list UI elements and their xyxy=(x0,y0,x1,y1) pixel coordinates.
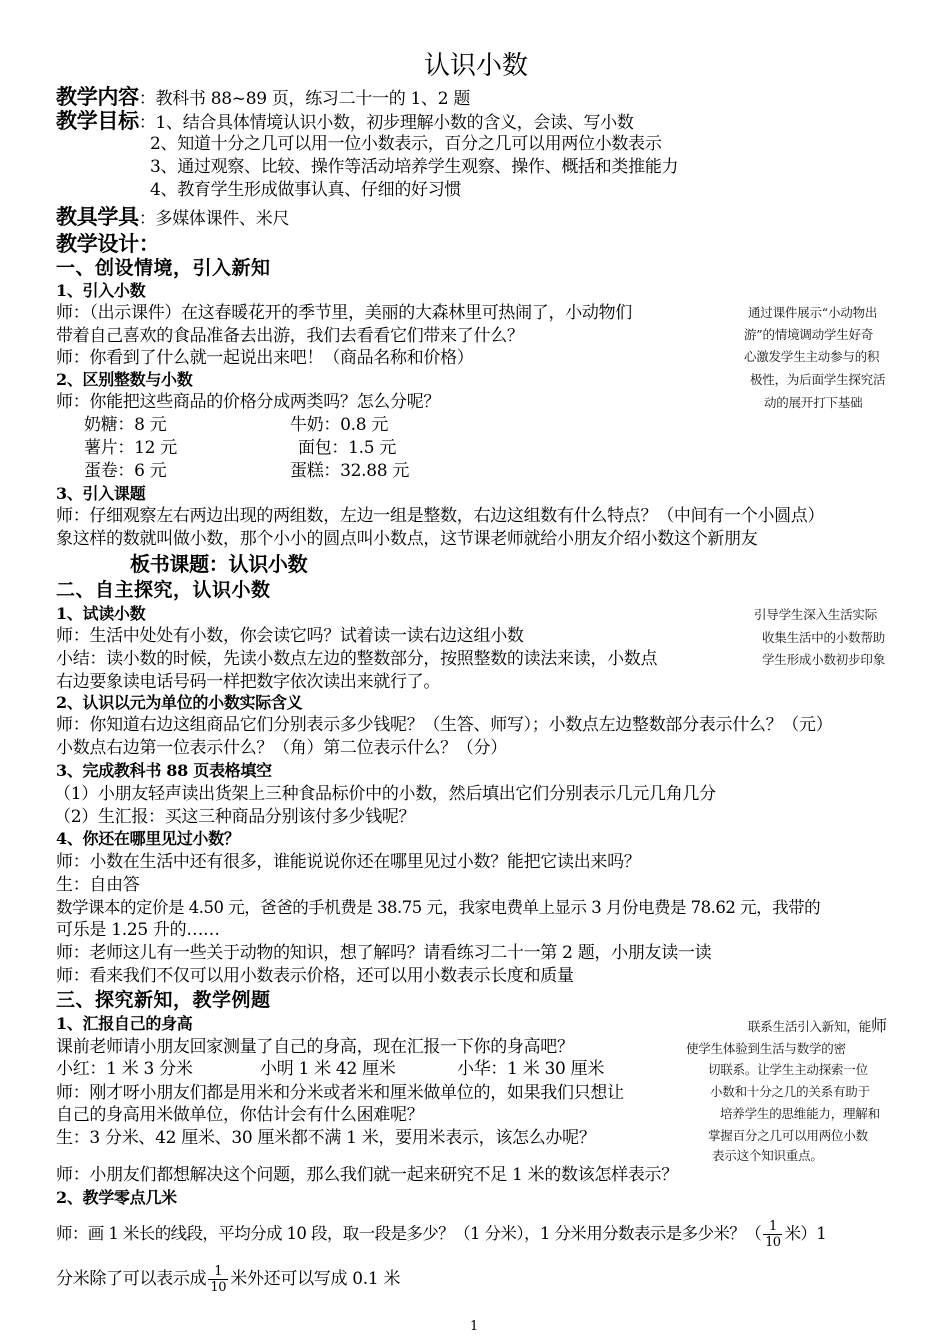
teaching-goals xyxy=(56,110,634,132)
goods-item: 牛奶：0.8 元 xyxy=(290,415,389,435)
s2-text: 小结：读小数的时候，先读小数点左边的整数部分，按照整数的读法来读，小数点 xyxy=(56,649,658,669)
page-number: 1 xyxy=(470,1319,479,1334)
s2-text: 师：小数在生活中还有很多，谁能说说你还在哪里见过小数？能把它读出来吗？ xyxy=(56,852,641,872)
s2-text: 师：你知道右边这组商品它们分别表示多少钱呢？（生答、师写）；小数点左边整数部分表示什么？（元） xyxy=(56,715,833,735)
margin-note: 心激发学生主动参与的积 xyxy=(744,349,880,364)
s3-text: 师：刚才呀小朋友们都是用米和分米或者米和厘米做单位的，如果我们只想让 xyxy=(56,1083,624,1103)
page-title: 认识小数 xyxy=(424,51,529,81)
teaching-content-label: 教学内容 xyxy=(56,84,139,109)
s2-part4-heading: 4、你还在哪里见过小数？ xyxy=(56,829,240,848)
s3-text: 师：画 1 米长的线段，平均分成 10 段，取一段是多少？（1 分米），1 分米用分数表示是多少米？（ xyxy=(56,1224,762,1243)
goods-item: 薯片：12 元 xyxy=(84,438,177,458)
fraction-one-tenth xyxy=(208,1264,228,1295)
s1-text: 带着自己喜欢的食品准备去出游，我们去看看它们带来了什么？ xyxy=(56,326,524,346)
teaching-tools-text: ：多媒体课件、米尺 xyxy=(138,209,290,229)
s3-text: 米外还可以写成 0.1 米 xyxy=(230,1269,401,1289)
s1-text: 师：（出示课件）在这春暖花开的季节里，美丽的大森林里可热闹了，小动物们 xyxy=(56,303,632,323)
s2-text: 小数点右边第一位表示什么？（角）第二位表示什么？（分） xyxy=(56,738,507,758)
section-2-heading: 二、自主探究，认识小数 xyxy=(56,579,271,601)
s1-text: 师：你看到了什么就一起说出来吧！（商品名称和价格） xyxy=(56,348,474,368)
s3-fraction-line-2 xyxy=(56,1259,400,1299)
s2-text: 数学课本的定价是 4.50 元，爸爸的手机费是 38.75 元，我家电费单上显示 3 月份电费是 78.62 元，我带的 xyxy=(56,898,821,917)
s2-text: 生：自由答 xyxy=(56,875,140,895)
s3-fraction-line-1 xyxy=(56,1214,826,1254)
fraction-one-tenth xyxy=(763,1219,782,1250)
margin-note: 动的展开打下基础 xyxy=(764,395,863,410)
s1-text: 象这样的数就叫做小数，那个小小的圆点叫小数点，这节课老师就给小朋友介绍小数这个新朋友 xyxy=(56,529,758,549)
teaching-content-text: ：教科书 88~89 页，练习二十一的 1、2 题 xyxy=(138,89,471,109)
margin-note: 表示这个知识重点。 xyxy=(712,1148,823,1163)
goal-item: 2、知道十分之几可以用一位小数表示，百分之几可以用两位小数表示 xyxy=(150,134,662,154)
fraction-numerator: 1 xyxy=(763,1219,782,1235)
s2-part1-heading: 1、试读小数 xyxy=(56,604,146,623)
teaching-tools-label: 教具学具 xyxy=(56,204,139,229)
s2-part2-heading: 2、认识以元为单位的小数实际含义 xyxy=(56,693,303,712)
margin-note: 引导学生深入生活实际 xyxy=(754,607,878,622)
teaching-goals-first: ：1、结合具体情境认识小数，初步理解小数的含义，会读、写小数 xyxy=(138,113,634,133)
s3-text: 课前老师请小朋友回家测量了自己的身高，现在汇报一下你的身高吧？ xyxy=(56,1037,574,1057)
s3-text: 米）1 xyxy=(784,1224,827,1243)
goal-item: 3、通过观察、比较、操作等活动培养学生观察、操作、概括和类推能力 xyxy=(150,157,679,177)
teaching-tools xyxy=(56,206,289,228)
section-1-heading: 一、创设情境，引入新知 xyxy=(56,257,271,279)
teaching-content xyxy=(56,86,470,108)
s3-text: 自己的身高用米做单位，你估计会有什么困难呢？ xyxy=(56,1105,424,1125)
s2-text: （2）生汇报：买这三种商品分别该付多少钱呢？ xyxy=(54,807,416,827)
margin-note: 掌握百分之几可以用两位小数 xyxy=(708,1128,868,1143)
s2-text: 师：看来我们不仅可以用小数表示价格，还可以用小数表示长度和质量 xyxy=(56,966,574,986)
section-3-heading: 三、探究新知，教学例题 xyxy=(56,989,271,1011)
margin-note: 培养学生的思维能力，理解和 xyxy=(720,1106,880,1121)
s3-text: 生：3 分米、42 厘米、30 厘米都不满 1 米，要用米表示，该怎么办呢？ xyxy=(56,1128,596,1148)
fraction-denominator: 10 xyxy=(765,1235,781,1250)
fraction-numerator: 1 xyxy=(208,1264,228,1280)
s3-part2-heading: 2、教学零点几米 xyxy=(56,1188,177,1207)
goods-item: 奶糖：8 元 xyxy=(84,415,167,435)
s3-text: 师：小朋友们都想解决这个问题，那么我们就一起来研究不足 1 米的数该怎样表示？ xyxy=(56,1165,678,1185)
s1-part1-heading: 1、引入小数 xyxy=(56,281,146,300)
margin-note: 小数和十分之几的关系有助于 xyxy=(710,1084,870,1099)
goods-item: 蛋卷：6 元 xyxy=(84,461,167,481)
board-title: 板书课题：认识小数 xyxy=(130,552,308,576)
margin-note xyxy=(748,1018,887,1034)
s1-text: 师：仔细观察左右两边出现的两组数，左边一组是整数，右边这组数有什么特点？（中间有一个小圆点） xyxy=(56,506,825,526)
goods-item: 蛋糕：32.88 元 xyxy=(290,461,410,481)
s2-part3-heading: 3、完成教科书 88 页表格填空 xyxy=(56,761,272,780)
margin-note-text: 师 xyxy=(871,1016,887,1035)
height-report: 小华：1 米 30 厘米 xyxy=(457,1059,605,1079)
s3-part1-heading: 1、汇报自己的身高 xyxy=(56,1014,193,1033)
margin-note: 切联系。让学生主动探索一位 xyxy=(708,1062,868,1077)
goal-item: 4、教育学生形成做事认真、仔细的好习惯 xyxy=(150,180,462,200)
height-report: 小明 1 米 42 厘米 xyxy=(260,1059,396,1079)
margin-note-text: 联系生活引入新知，能 xyxy=(748,1019,872,1034)
s1-part3-heading: 3、引入课题 xyxy=(56,484,146,503)
margin-note: 极性，为后面学生探究活 xyxy=(750,372,886,387)
margin-note: 学生形成小数初步印象 xyxy=(762,652,886,667)
s2-text: 师：老师这儿有一些关于动物的知识，想了解吗？请看练习二十一第 2 题，小朋友读一读 xyxy=(56,943,712,963)
fraction-denominator: 10 xyxy=(210,1280,227,1295)
s3-text: 分米除了可以表示成 xyxy=(56,1269,207,1289)
height-report: 小红：1 米 3 分米 xyxy=(56,1059,193,1079)
margin-note: 收集生活中的小数帮助 xyxy=(762,630,886,645)
margin-note: 通过课件展示“小动物出 xyxy=(748,305,878,320)
s1-part2-heading: 2、区别整数与小数 xyxy=(56,370,193,389)
s2-text: 可乐是 1.25 升的…… xyxy=(56,920,220,940)
teaching-goals-label: 教学目标 xyxy=(56,108,139,133)
s2-text: 右边要象读电话号码一样把数字依次读出来就行了。 xyxy=(56,672,441,692)
s2-text: （1）小朋友轻声读出货架上三种食品标价中的小数，然后填出它们分别表示几元几角几分 xyxy=(54,784,716,804)
teaching-design-label: 教学设计： xyxy=(56,231,160,256)
margin-note: 游”的情境调动学生好奇 xyxy=(744,327,874,342)
margin-note: 使学生体验到生活与数学的密 xyxy=(686,1041,846,1056)
goods-item: 面包：1.5 元 xyxy=(298,438,397,458)
s1-text: 师：你能把这些商品的价格分成两类吗？怎么分呢？ xyxy=(56,392,441,412)
s2-text: 师：生活中处处有小数，你会读它吗？试着读一读右边这组小数 xyxy=(56,626,524,646)
